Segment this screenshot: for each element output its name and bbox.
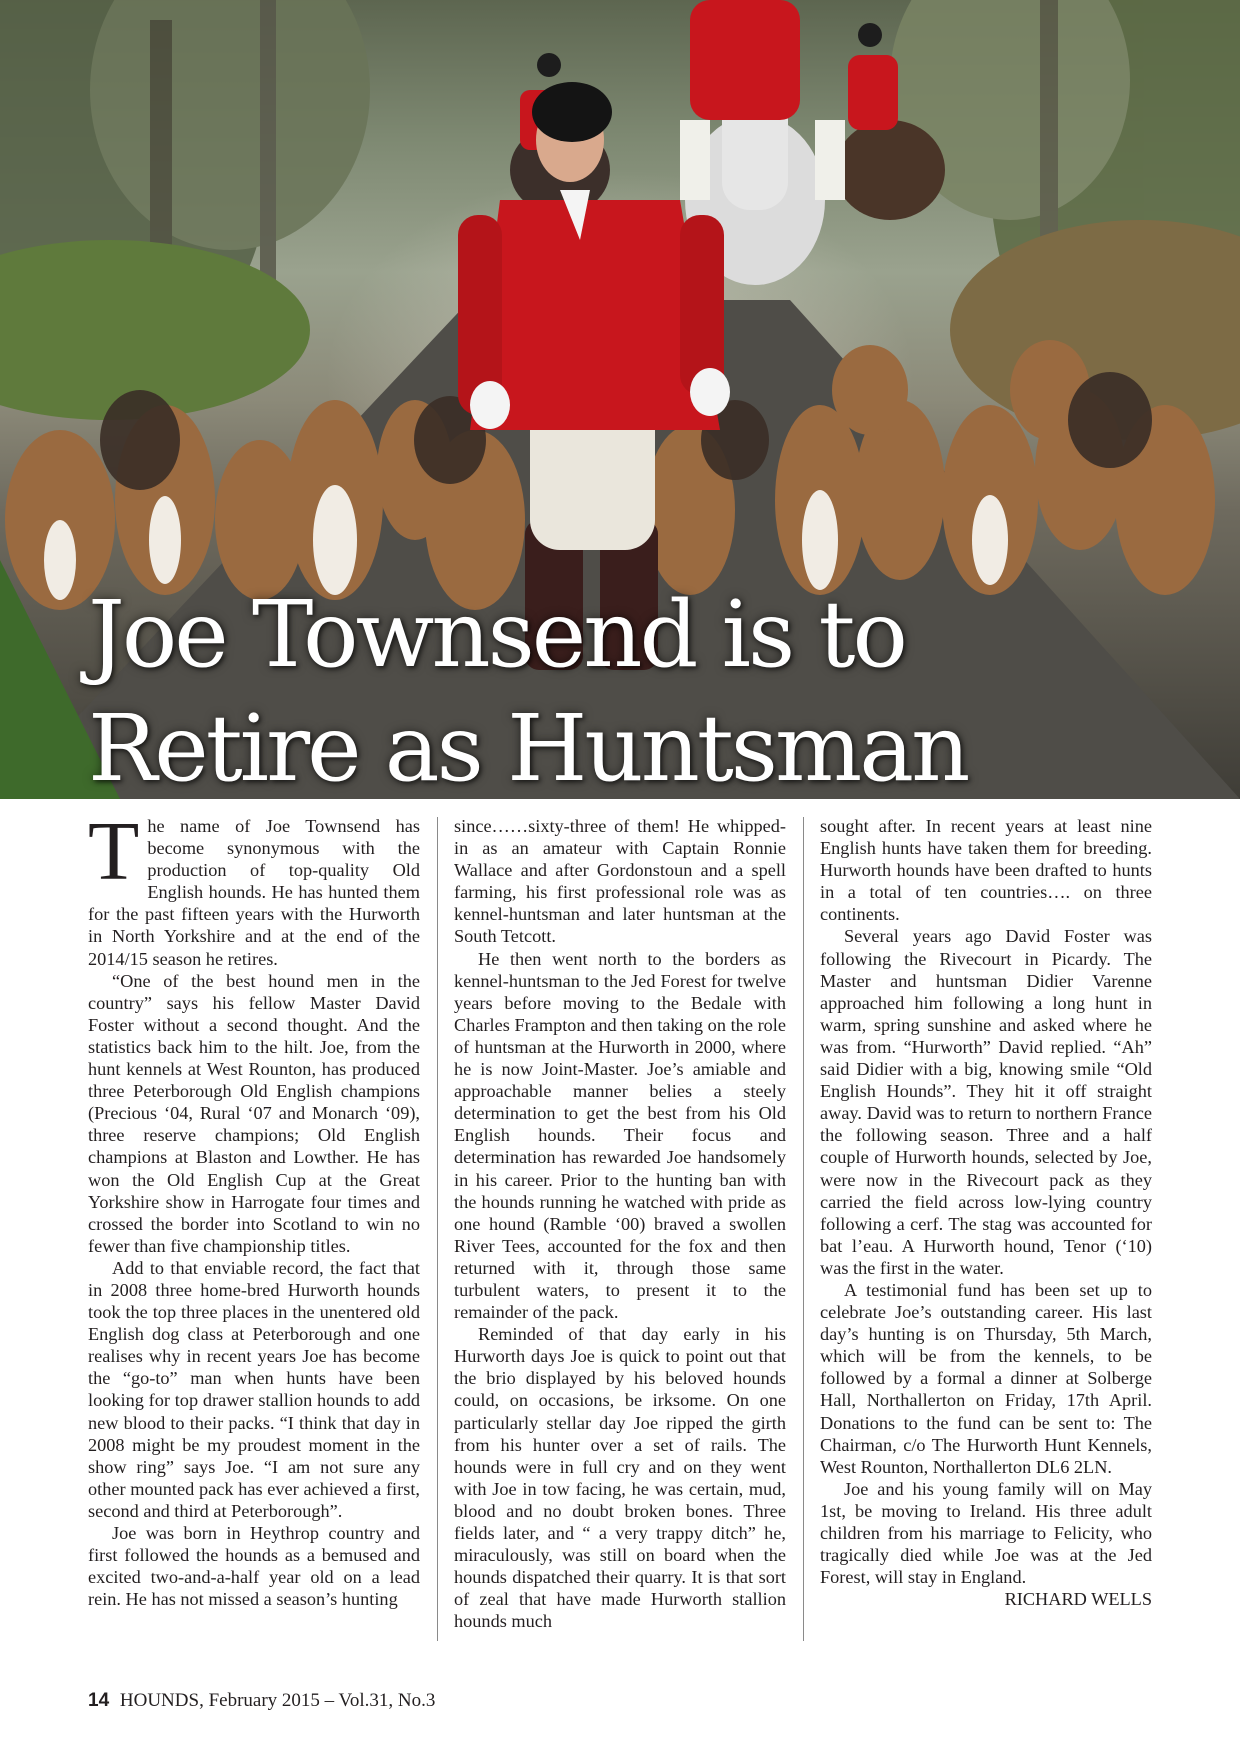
paragraph: “One of the best hound men in the country” says his fellow Master David Foster without a second thought. And the statistics back him to the hilt. Joe, from the hunt kennels at West Rounton, has produced three Peterborough Old English champions (Precious ‘04, Rural ‘07 and Monarch ‘09), three reserve champions; Old English champions at Blaston and Lowther. He has won the Old English Cup at the Great Yorkshire show in Harrogate four times and crossed the border into Scotland to win no fewer than five championship titles. [88,970,420,1256]
paragraph: sought after. In recent years at least nine English hunts have taken them for breeding. Hurworth hounds have been drafted to hunts in a total of ten countries…. on three continents. [820,816,1152,925]
column-3 [820,815,1152,1655]
title-line-1: Joe Townsend is to [88,581,905,688]
hero-photo [0,0,1240,799]
paragraph: Joe and his young family will on May 1st, be moving to Ireland. His three adult children from his marriage to Felicity, who tragically died while Joe was at the Jed Forest, will stay in England. [820,1478,1152,1588]
article-title [88,578,1088,799]
paragraph: Reminded of that day early in his Hurworth days Joe is quick to point out that the brio displayed by his beloved hounds could, on occasions, be irksome. On one particularly stellar day Joe ripped the girth from his hunter over a set of rails. The hounds were in full cry and on they went with Joe in tow facing, he was certain, mud, blood and no doubt broken bones. Three fields later, and “ a very trappy ditch” he, miraculously, was still on board when the hounds dispatched their quarry. It is that sort of zeal that have made Hurworth stallion hounds much [454,1324,786,1632]
paragraph: He then went north to the borders as kennel-huntsman to the Jed Forest for twelve years before moving to the Bedale with Charles Frampton and then taking on the role of huntsman at the Hurworth in 2000, where he is now Joint-Master. Joe’s amiable and approachable manner belies a steely determination to get the best from his Old English hounds. Their focus and determination has rewarded Joe handsomely in his career. Prior to the hunting ban with the hounds running he watched with pride as one hound (Ramble ‘00) braved a swollen River Tees, accounted for the fox and then returned with it, through those same turbulent waters, to present it to the remainder of the pack. [454,948,786,1323]
drop-cap: T [88,805,140,898]
page-footer [88,1690,435,1712]
column-divider [803,817,804,1641]
paragraph: A testimonial fund has been set up to celebrate Joe’s outstanding career. His last day’s hunting is on Thursday, 5th March, which will be from the kennels, to be followed by a formal a dinner at Solberge Hall, Northallerton on Friday, 17th April. Donations to the fund can be sent to: The Chairman, c/o The Hurworth Hunt Kennels, West Rounton, Northallerton DL6 2LN. [820,1279,1152,1477]
paragraph: Joe was born in Heythrop country and first followed the hounds as a bemused and excited two-and-a-half year old on a lead rein. He has not missed a season’s hunting [88,1523,420,1610]
byline: RICHARD WELLS [1004,1589,1152,1610]
column-1 [88,805,420,1655]
paragraph: Several years ago David Foster was following the Rivecourt in Picardy. The Master and huntsman Didier Varenne approached him following a long hunt in warm, spring sunshine and asked where he was from. “Hurworth” David replied. “Ah” said Didier with a big, knowing smile “Old English Hounds”. They hit it off straight away. David was to return to northern France the following season. Three and a half couple of Hurworth hounds, selected by Joe, were now in the Rivecourt pack as they carried the field across low-lying country following a cerf. The stag was accounted for bat l’eau. A Hurworth hound, Tenor (‘10) was the first in the water. [820,926,1152,1278]
paragraph: since……sixty-three of them! He whipped-in as an amateur with Captain Ronnie Wallace and after Gordonstoun and a spell farming, his first professional role was as kennel-huntsman and later huntsman at the South Tetcott. [454,816,786,947]
title-line-2: Retire as Huntsman [88,695,968,799]
paragraph: The name of Joe Townsend has become synonymous with the production of top-quality Old English hounds. He has hunted them for the past fifteen years with the Hurworth in North Yorkshire and at the end of the 2014/15 season he retires. [88,805,420,969]
column-2 [454,815,786,1655]
publication-info: HOUNDS, February 2015 – Vol.31, No.3 [119,1690,436,1711]
paragraph: Add to that enviable record, the fact that in 2008 three home-bred Hurworth hounds took the top three places in the unentered old English dog class at Peterborough and one realises why in recent years Joe has become the “go-to” man when hunts have been looking for top drawer stallion hounds to add new blood to their packs. “I think that day in 2008 might be my proudest moment in the show ring” says Joe. “I am not sure any other mounted pack has ever achieved a first, second and third at Peterborough”. [88,1257,420,1521]
page-number: 14 [88,1690,110,1711]
column-divider [437,817,438,1641]
article-body [88,805,1152,1655]
